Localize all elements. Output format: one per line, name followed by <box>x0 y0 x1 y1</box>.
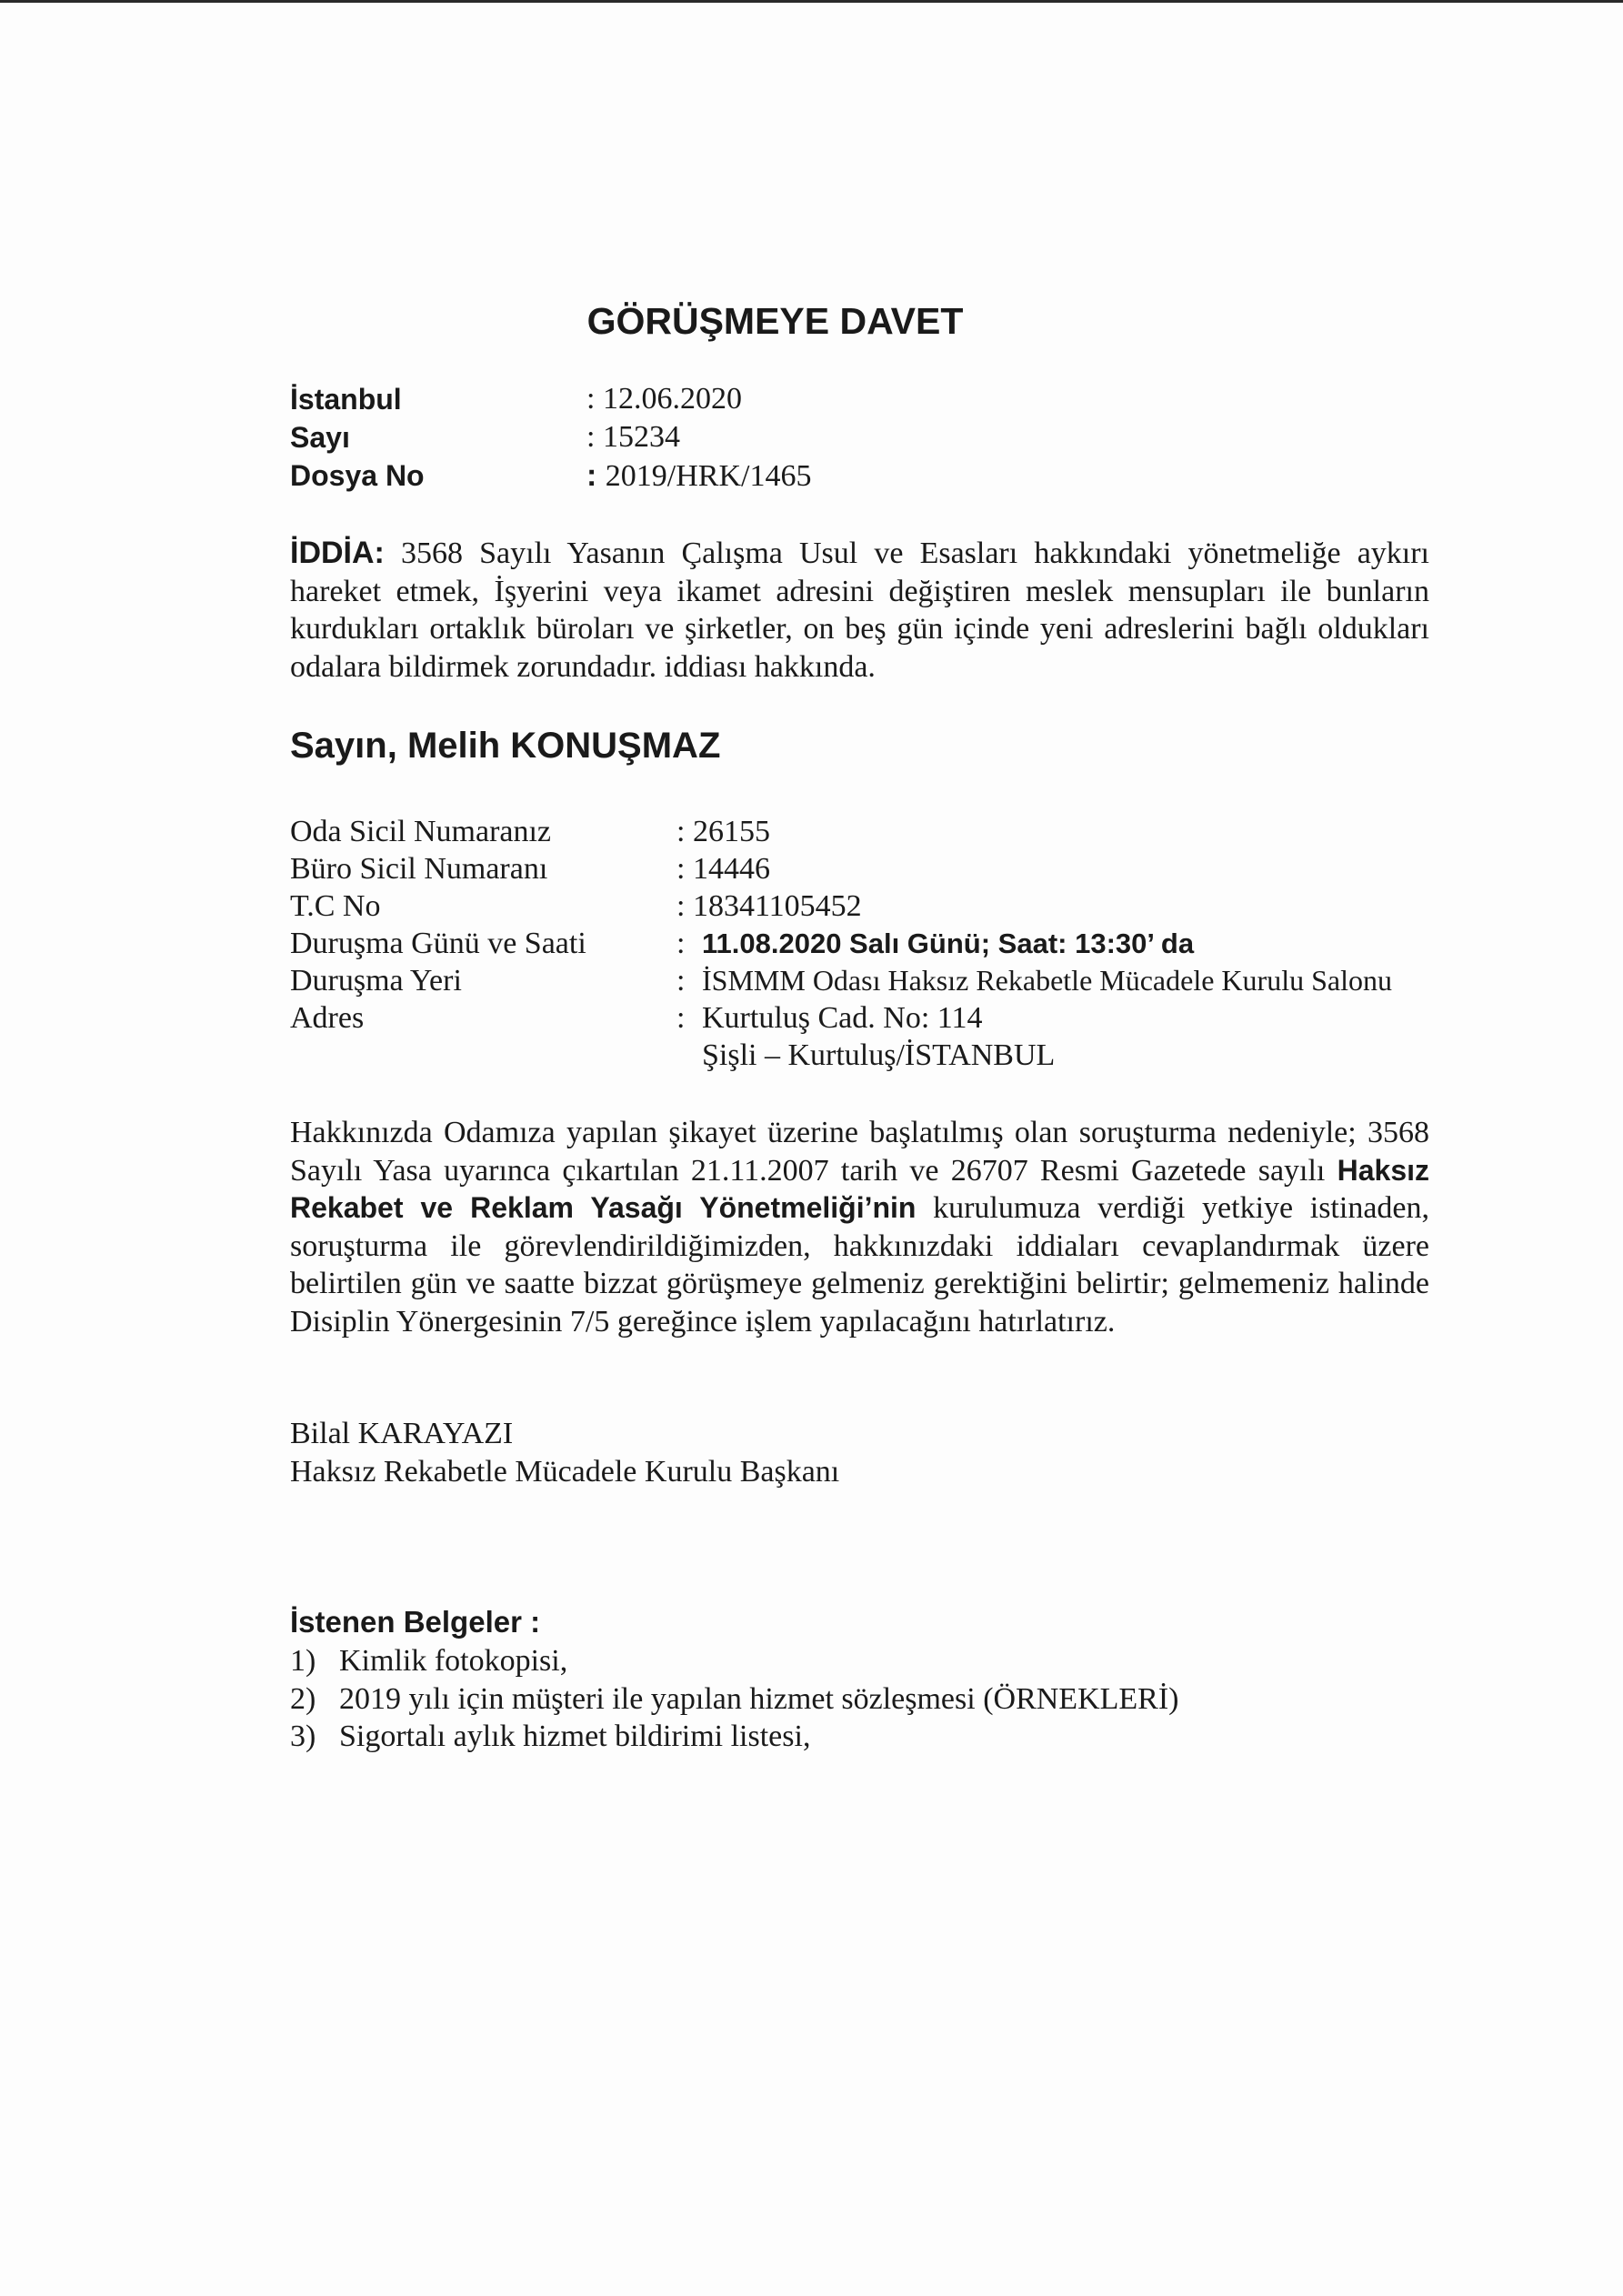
claim-label: İDDİA: <box>290 536 385 570</box>
header-value-date: : 12.06.2020 <box>586 382 742 416</box>
header-row-file <box>0 456 1623 495</box>
info-colon: : <box>676 964 686 998</box>
claim-text: 3568 Sayılı Yasanın Çalışma Usul ve Esasları hakkındaki yönetmeliğe aykırı hareket etmek, İşyerini veya ikamet adresini değiştiren meslek mensupları ile bunların kurdukları ortaklık büroları ve şirketler, on beş gün içinde yeni adreslerini bağlı oldukları odalara bildirmek zorundadır. iddiası hakkında. <box>290 536 1429 684</box>
signature-block <box>290 1415 839 1490</box>
info-value: : 26155 <box>676 815 770 848</box>
header-key: Dosya No <box>290 459 425 492</box>
info-label: Oda Sicil Numaranız <box>290 815 552 848</box>
info-value: : 14446 <box>676 852 770 886</box>
header-value-file: : 2019/HRK/1465 <box>586 458 812 493</box>
list-item <box>290 1642 1178 1680</box>
list-item-text: Kimlik fotokopisi, <box>339 1644 568 1678</box>
info-label: Duruşma Günü ve Saati <box>290 927 586 960</box>
info-label: Büro Sicil Numaranı <box>290 852 548 886</box>
header-row-number <box>0 418 1623 456</box>
info-colon: : <box>676 927 686 960</box>
claim-paragraph <box>290 535 1429 686</box>
info-row <box>290 850 1472 887</box>
required-documents-list <box>290 1642 1178 1756</box>
list-item <box>290 1680 1178 1719</box>
hearing-location: İSMMM Odası Haksız Rekabetle Mücadele Kurulu Salonu <box>702 964 1392 997</box>
header-row-city <box>0 380 1623 418</box>
regulation-name: Haksız Rekabet ve Reklam Yasağı Yönetmeliği’nin <box>290 1153 1429 1224</box>
list-number: 1) <box>290 1644 316 1678</box>
info-colon: : <box>676 1001 686 1035</box>
info-label: T.C No <box>290 889 381 923</box>
list-number: 3) <box>290 1719 316 1753</box>
header-value-number: : 15234 <box>586 420 680 454</box>
info-value: : 18341105452 <box>676 889 862 923</box>
list-item-text: 2019 yılı için müşteri ile yapılan hizmet sözleşmesi (ÖRNEKLERİ) <box>339 1681 1179 1716</box>
info-label: Duruşma Yeri <box>290 964 462 998</box>
header-key: Sayı <box>290 421 350 454</box>
info-row <box>290 1037 1472 1074</box>
hearing-datetime: 11.08.2020 Salı Günü; Saat: 13:30’ da <box>702 927 1195 959</box>
required-documents-title: İstenen Belgeler : <box>290 1605 541 1639</box>
info-row <box>290 887 1472 925</box>
info-row <box>290 999 1472 1037</box>
document-title: GÖRÜŞMEYE DAVET <box>586 300 964 342</box>
info-row <box>290 962 1472 999</box>
list-item-text: Sigortalı aylık hizmet bildirimi listesi, <box>339 1719 811 1753</box>
page-top-border <box>0 0 1623 3</box>
body-paragraph <box>290 1114 1429 1340</box>
info-label: Adres <box>290 1001 365 1035</box>
signatory-name: Bilal KARAYAZI <box>290 1417 514 1450</box>
address-line-1: Kurtuluş Cad. No: 114 <box>702 1001 983 1035</box>
signatory-title: Haksız Rekabetle Mücadele Kurulu Başkanı <box>290 1454 840 1489</box>
address-line-2: Şişli – Kurtuluş/İSTANBUL <box>702 1038 1056 1072</box>
header-key: İstanbul <box>290 383 402 416</box>
list-item <box>290 1718 1178 1756</box>
info-row <box>290 813 1472 850</box>
list-number: 2) <box>290 1681 316 1716</box>
body-text: Hakkınızda Odamıza yapılan şikayet üzerine başlatılmış olan soruşturma nedeniyle; 3568 Sayılı Yasa uyarınca çıkartılan 21.11.2007 tarih ve 26707 Resmi Gazetede sayılı <box>290 1116 1429 1188</box>
greeting: Sayın, Melih KONUŞMAZ <box>290 726 721 766</box>
info-row <box>290 925 1472 962</box>
body-text: kurulumuza verdiği yetkiye istinaden, soruşturma ile görevlendirildiğimizden, hakkınızdaki iddiaları cevaplandırmak üzere belirtilen gün ve saatte bizzat görüşmeye gelmeniz gerektiğini belirtir; gelmemeniz halinde Disiplin Yönergesinin 7/5 gereğince işlem yapılacağını hatırlatırız. <box>290 1191 1430 1338</box>
